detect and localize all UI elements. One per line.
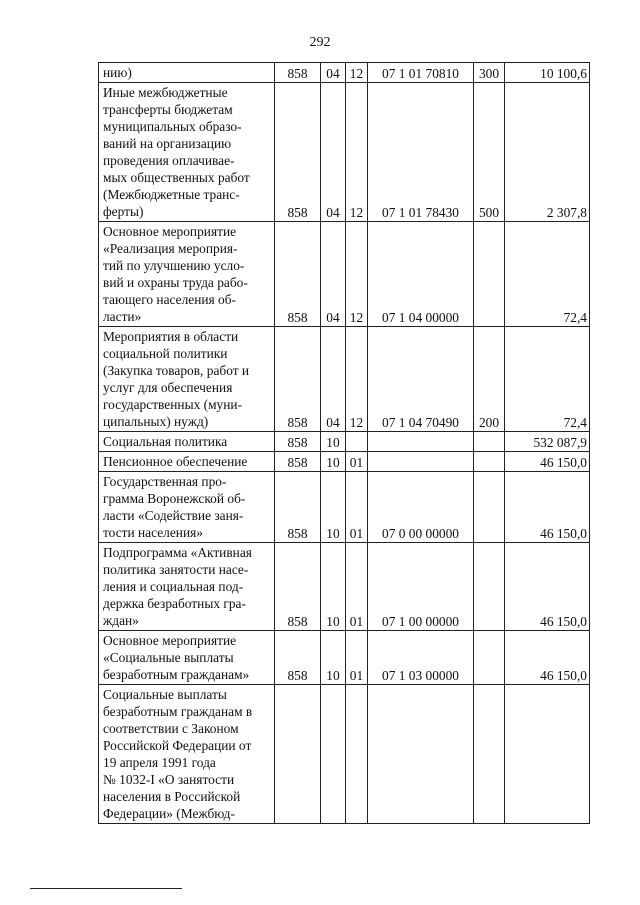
item-name-line: Подпрограмма «Активная	[103, 545, 252, 560]
amount-cell: 46 150,0	[505, 543, 590, 631]
item-name-line: (Межбюджетные транс-	[103, 187, 240, 202]
target-article-cell: 07 0 00 00000	[368, 472, 474, 543]
subsection-code-cell	[346, 685, 368, 824]
target-article-cell: 07 1 01 70810	[368, 63, 474, 83]
table-row	[99, 327, 590, 432]
item-name-line: Российской Федерации от	[103, 738, 252, 753]
item-name-line: ципальных) нужд)	[103, 414, 209, 429]
ministry-code-cell	[275, 685, 321, 824]
amount-cell: 2 307,8	[505, 83, 590, 222]
item-name-line: ласти»	[103, 309, 142, 324]
target-article-cell	[368, 432, 474, 452]
item-name-cell	[99, 432, 275, 452]
section-code-cell: 04	[321, 63, 346, 83]
item-name-line: безработным гражданам»	[103, 667, 250, 682]
item-name-line: Государственная про-	[103, 474, 227, 489]
item-name-line: Федерации» (Межбюд-	[103, 806, 235, 821]
item-name-cell	[99, 685, 275, 824]
item-name-line: № 1032-I «О занятости	[103, 772, 235, 787]
ministry-code-cell: 858	[275, 222, 321, 327]
subsection-code-cell	[346, 432, 368, 452]
target-article-cell: 07 1 03 00000	[368, 631, 474, 685]
item-name-line: ждан»	[103, 613, 139, 628]
expense-type-cell: 500	[474, 83, 505, 222]
table-row	[99, 472, 590, 543]
item-name-line: тости населения»	[103, 525, 203, 540]
ministry-code-cell: 858	[275, 83, 321, 222]
item-name-line: муниципальных образо-	[103, 119, 242, 134]
item-name-line: тающего населения об-	[103, 292, 237, 307]
amount-cell: 46 150,0	[505, 452, 590, 472]
table-row	[99, 63, 590, 83]
ministry-code-cell: 858	[275, 452, 321, 472]
amount-cell: 72,4	[505, 222, 590, 327]
amount-cell: 46 150,0	[505, 472, 590, 543]
expense-type-cell	[474, 452, 505, 472]
target-article-cell: 07 1 01 78430	[368, 83, 474, 222]
expense-type-cell	[474, 472, 505, 543]
item-name-line: ласти «Содействие заня-	[103, 508, 244, 523]
table-row	[99, 222, 590, 327]
table-row	[99, 631, 590, 685]
section-code-cell: 10	[321, 472, 346, 543]
item-name-line: ферты)	[103, 204, 144, 219]
subsection-code-cell: 01	[346, 631, 368, 685]
item-name-cell	[99, 63, 275, 83]
item-name-line: трансферты бюджетам	[103, 102, 233, 117]
subsection-code-cell: 01	[346, 543, 368, 631]
ministry-code-cell: 858	[275, 631, 321, 685]
item-name-line: нию)	[103, 65, 132, 80]
ministry-code-cell: 858	[275, 543, 321, 631]
ministry-code-cell: 858	[275, 432, 321, 452]
target-article-cell: 07 1 04 00000	[368, 222, 474, 327]
target-article-cell: 07 1 04 70490	[368, 327, 474, 432]
section-code-cell: 10	[321, 543, 346, 631]
expense-type-cell	[474, 432, 505, 452]
ministry-code-cell: 858	[275, 327, 321, 432]
item-name-line: социальной политики	[103, 346, 228, 361]
ministry-code-cell: 858	[275, 472, 321, 543]
item-name-cell	[99, 472, 275, 543]
amount-cell	[505, 685, 590, 824]
item-name-line: «Реализация мероприя-	[103, 241, 238, 256]
item-name-cell	[99, 543, 275, 631]
table-row	[99, 543, 590, 631]
section-code-cell: 04	[321, 222, 346, 327]
item-name-line: (Закупка товаров, работ и	[103, 363, 250, 378]
item-name-cell	[99, 631, 275, 685]
item-name-line: «Социальные выплаты	[103, 650, 234, 665]
table-row	[99, 432, 590, 452]
subsection-code-cell: 12	[346, 83, 368, 222]
footnote-divider	[30, 888, 182, 889]
subsection-code-cell: 12	[346, 63, 368, 83]
item-name-line: тий по улучшению усло-	[103, 258, 245, 273]
item-name-cell	[99, 327, 275, 432]
item-name-line: Социальная политика	[103, 434, 228, 449]
item-name-cell	[99, 83, 275, 222]
subsection-code-cell: 12	[346, 222, 368, 327]
item-name-cell	[99, 452, 275, 472]
target-article-cell: 07 1 00 00000	[368, 543, 474, 631]
item-name-line: Мероприятия в области	[103, 329, 239, 344]
expense-type-cell: 300	[474, 63, 505, 83]
item-name-line: Иные межбюджетные	[103, 85, 228, 100]
ministry-code-cell: 858	[275, 63, 321, 83]
section-code-cell: 10	[321, 432, 346, 452]
table-row	[99, 83, 590, 222]
section-code-cell: 04	[321, 83, 346, 222]
section-code-cell: 10	[321, 452, 346, 472]
amount-cell: 532 087,9	[505, 432, 590, 452]
expense-type-cell	[474, 685, 505, 824]
item-name-line: проведения оплачивае-	[103, 153, 235, 168]
amount-cell: 72,4	[505, 327, 590, 432]
expense-type-cell	[474, 543, 505, 631]
expense-type-cell: 200	[474, 327, 505, 432]
item-name-line: населения в Российской	[103, 789, 241, 804]
item-name-line: безработным гражданам в	[103, 704, 253, 719]
item-name-line: соответствии с Законом	[103, 721, 239, 736]
table-row	[99, 452, 590, 472]
budget-table	[98, 62, 590, 824]
section-code-cell	[321, 685, 346, 824]
amount-cell: 10 100,6	[505, 63, 590, 83]
section-code-cell: 10	[321, 631, 346, 685]
item-name-line: Основное мероприятие	[103, 224, 237, 239]
item-name-line: ления и социальная под-	[103, 579, 244, 594]
item-name-line: 19 апреля 1991 года	[103, 755, 216, 770]
item-name-line: мых общественных работ	[103, 170, 250, 185]
target-article-cell	[368, 685, 474, 824]
item-name-line: государственных (муни-	[103, 397, 243, 412]
item-name-line: вий и охраны труда рабо-	[103, 275, 248, 290]
table-row	[99, 685, 590, 824]
section-code-cell: 04	[321, 327, 346, 432]
target-article-cell	[368, 452, 474, 472]
item-name-line: Пенсионное обеспечение	[103, 454, 248, 469]
item-name-line: ваний на организацию	[103, 136, 232, 151]
expense-type-cell	[474, 222, 505, 327]
item-name-line: держка безработных гра-	[103, 596, 246, 611]
item-name-line: Социальные выплаты	[103, 687, 227, 702]
expense-type-cell	[474, 631, 505, 685]
item-name-line: грамма Воронежской об-	[103, 491, 246, 506]
item-name-cell	[99, 222, 275, 327]
item-name-line: услуг для обеспечения	[103, 380, 233, 395]
item-name-line: политика занятости насе-	[103, 562, 249, 577]
subsection-code-cell: 12	[346, 327, 368, 432]
item-name-line: Основное мероприятие	[103, 633, 237, 648]
subsection-code-cell: 01	[346, 452, 368, 472]
page-number: 292	[309, 35, 331, 50]
subsection-code-cell: 01	[346, 472, 368, 543]
amount-cell: 46 150,0	[505, 631, 590, 685]
